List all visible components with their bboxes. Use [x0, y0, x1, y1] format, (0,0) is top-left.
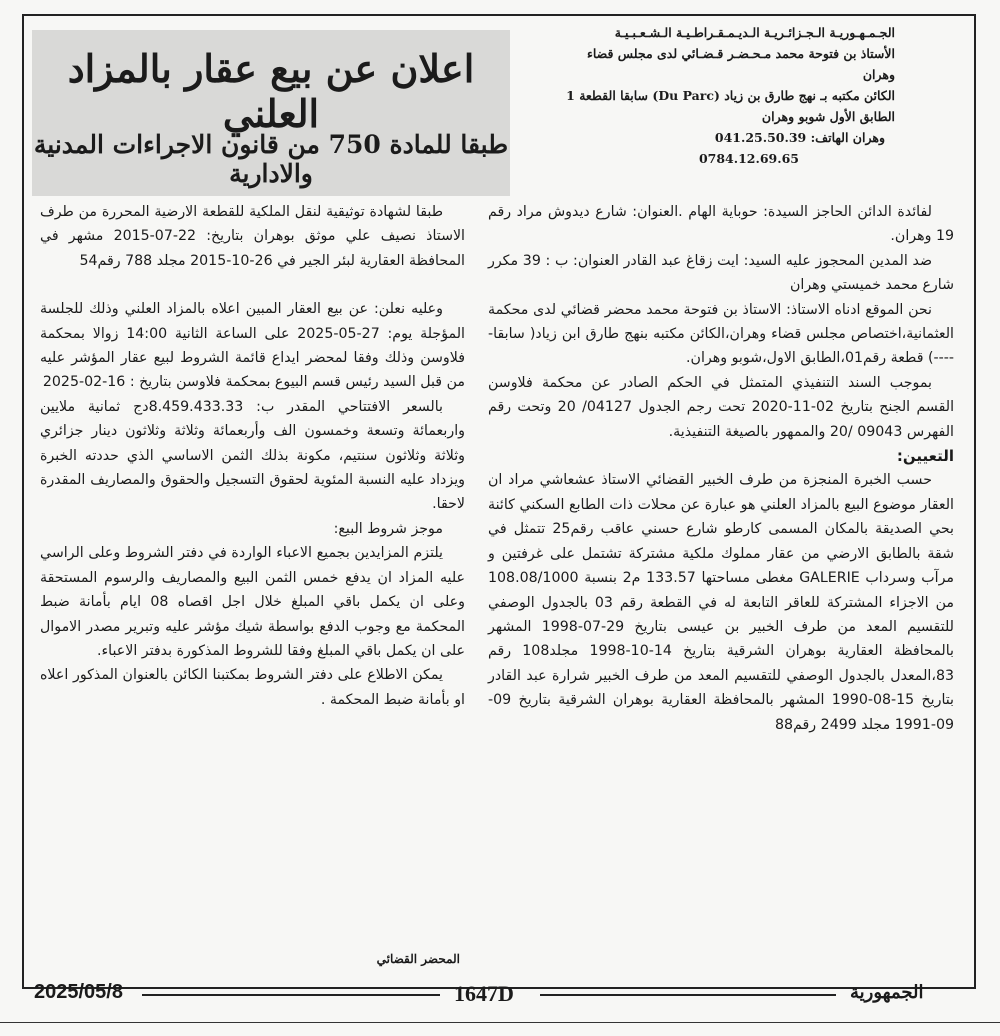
footer-date: 2025/05/8 [34, 981, 123, 1003]
left-column-body [40, 200, 465, 712]
ownership-certificate-paragraph: طبقا لشهادة توثيقية لنقل الملكية للقطعة الارضية المحررة من طرف الاستاذ نصيف علي موثق بوهران بتاريخ: 22-07-2015 مشهر في المحافظة العقارية لبئر الجير في 26-10-2015 مجلد 788 رقم54 [40, 204, 465, 269]
creditor-paragraph: لفائدة الدائن الحاجز السيدة: حوباية الهام .العنوان: شارع ديدوش مراد رقم 19 وهران. [488, 204, 954, 245]
auction-notice-paragraph: وعليه نعلن: عن بيع العقار المبين اعلاه بالمزاد العلني وذلك للجلسة المؤجلة يوم: 27-05-2025 على الساعة الثانية 14:00 زوالا بمحكمة فلاوسن وذلك وفقا لمحضر ايداع قائمة الشروط لبيع عقار المؤشر عليه من قبل السيد رئيس قسم البيوع بمحكمة فلاوسن بتاريخ : 16-02-2025 [40, 301, 465, 391]
bailiff-signature: المحضر القضائي [376, 952, 460, 966]
header-line-phone: وهران الهاتف: 041.25.50.39 [714, 130, 885, 145]
header-line-city: وهران [862, 67, 895, 82]
bailiff-header [485, 22, 955, 169]
header-line-bailiff: الأستاذ بن فتوحة محمد مـحـضـر قـضـائي لدى مجلس قضاء [586, 46, 895, 61]
header-line-floor: الطابق الأول شوبو وهران [761, 109, 895, 124]
footer-rule-left [142, 994, 440, 996]
property-description-paragraph: حسب الخبرة المنجزة من طرف الخبير القضائي الاستاذ عشعاشي مراد ان العقار موضوع البيع بالمزاد العلني هو عبارة عن محلات ذات الطابع السكني كائنة بحي الصديقة بالمكان المسمى كارطو شارع حسني عاقب رقم25 تتمثل في شقة بالطابق الارضي من عقار مملوك ملكية مشتركة تشتمل على غرفتين و مرآب وسرداب GALERIE مغطى مساحتها 133.57 م2 بنسبة 108.08/1000 من الاجزاء المشتركة للعاقر التابعة له في القطعة رقم 03 بالجدول الوصفي للتقسيم المعد من طرف الخبير بن عيسى بتاريخ 29-07-1998 المشهر بالمحافظة العقارية بوهران الشرقية بتاريخ 14-10-1998 مجلد108 رقم 83،المعدل بالجدول الوصفي للتقسيم المعد من طرف الخبير شرارة عبد القادر بتاريخ 15-08-1990 المشهر بالمحافظة العقارية بوهران الشرقية بتاريخ 09-09-1991 مجلد 2499 رقم88 [488, 472, 955, 733]
header-line-republic: الجـمـهـوريـة الـجـزائـريـة الـديـمـقـراطـيـة الـشـعـبـيـة [614, 25, 895, 40]
designation-heading: التعيين: [896, 447, 954, 466]
opening-price-paragraph: بالسعر الافتتاحي المقدر ب: 8.459.433.33دج ثمانية ملايين واربعمائة وتسعة وخمسون الف وأربعمائة وثلاثة وثلاثون دينار جزائري وثلاثة وثلاثون سنتيم، مكونة بذلك الثمن الاساسي الذي حددته الخبرة ويزداد عليه النسبة المئوية لحقوق التسجيل والحقوق والمصاريف المقدرة لاحقا. [40, 398, 465, 513]
header-line-mobile: 0784.12.69.65 [698, 151, 799, 166]
header-line-address: الكائن مكتبه بـ نهج طارق بن زياد (Du Parc) سابقا القطعة 1 [566, 88, 895, 103]
sale-conditions-heading: موجز شروط البيع: [333, 520, 443, 537]
bailiff-paragraph: نحن الموقع ادناه الاستاذ: الاستاذ بن فتوحة محمد محضر قضائي لدى محكمة العثمانية،اختصاص مجلس قضاء وهران،الكائن مكتبه بنهج طارق ابن زياد( سابقا-----) قطعة رقم01،الطابق الاول،شوبو وهران. [488, 301, 954, 367]
announcement-title: اعلان عن بيع عقار بالمزاد العلني [67, 46, 475, 136]
consultation-paragraph: يمكن الاطلاع على دفتر الشروط بمكتبنا الكائن بالعنوان المذكور اعلاه او بأمانة ضبط المحكمة . [40, 667, 465, 708]
bidder-obligations-paragraph: يلتزم المزايدين بجميع الاعباء الواردة في دفتر الشروط وعلى الراسي عليه المزاد ان يدفع خمس الثمن البيع والمصاريف والرسوم المستحقة وعلى ان يكمل باقي المبلغ خلال اجل اقصاه 08 ايام بأمانة ضبط المحكمة مع وجوب الدفع بواسطة شيك مؤشر عليه وتبرير مصدر الاموال على ان يكمل باقي المبلغ وفقا للشروط المذكورة بدفتر الاعباء. [40, 545, 465, 659]
newspaper-logo: الجمهورية [850, 982, 924, 1003]
right-column-body [488, 200, 954, 737]
footer-ad-code: 1647D [454, 981, 514, 1006]
announcement-title-box [32, 30, 510, 196]
footer-rule-right [540, 994, 836, 996]
debtor-paragraph: ضد المدين المحجوز عليه السيد: ايت زقاغ عبد القادر العنوان: ب : 39 مكرر شارع محمد خميستي وهران [488, 252, 954, 294]
page-bottom-rule [0, 1022, 1000, 1023]
page-footer [24, 978, 974, 1008]
announcement-subtitle: طبقا للمادة 750 من قانون الاجراءات المدنية والادارية [33, 130, 509, 188]
enforcement-paragraph: بموجب السند التنفيذي المتمثل في الحكم الصادر عن محكمة فلاوسن القسم الجنح بتاريخ 02-11-2020 تحت رجم الجدول 04127/ 20 وتحت رقم الفهرس 09043 /20 والممهور بالصيغة التنفيذية. [488, 374, 955, 440]
